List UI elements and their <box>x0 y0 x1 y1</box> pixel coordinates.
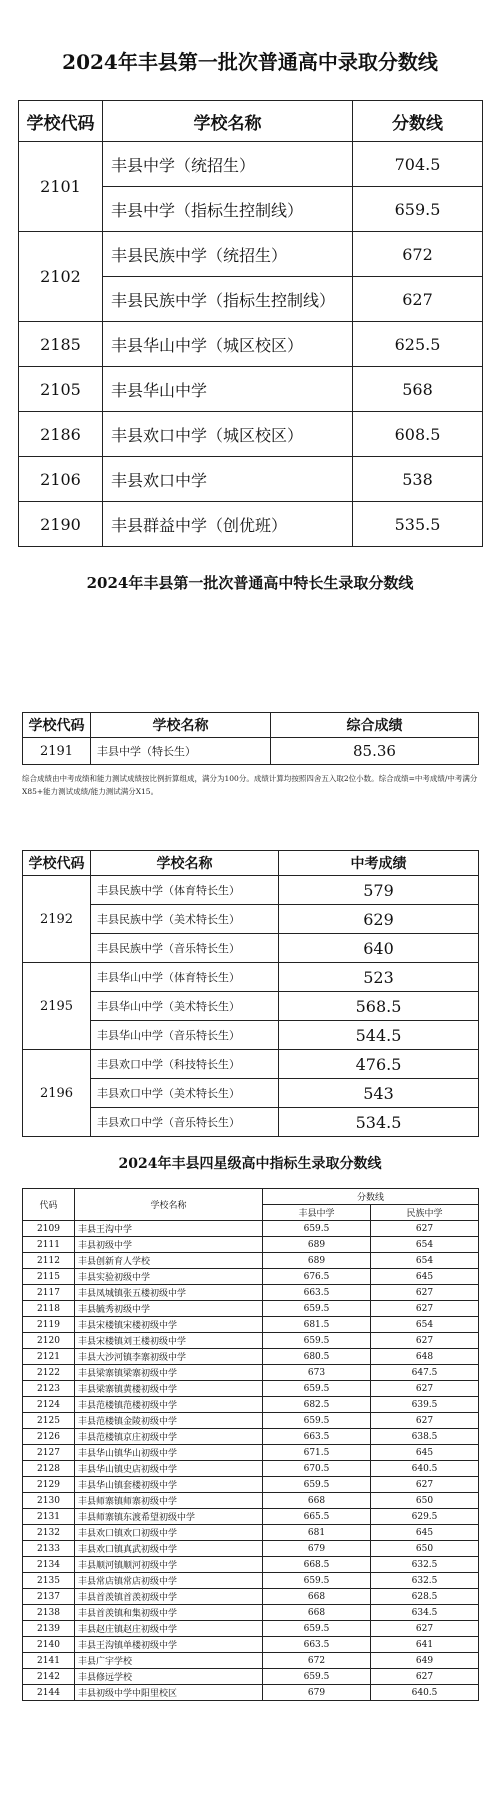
school-name: 丰县欢口中学 <box>103 457 353 502</box>
school-code: 2125 <box>23 1413 75 1429</box>
table-row <box>23 1541 479 1557</box>
score-value: 535.5 <box>353 502 483 547</box>
score-value: 629 <box>279 905 479 934</box>
school-code: 2129 <box>23 1477 75 1493</box>
score-fengxian: 659.5 <box>263 1573 371 1589</box>
header-code: 学校代码 <box>23 713 91 738</box>
table-row <box>19 412 483 457</box>
score-value: 625.5 <box>353 322 483 367</box>
school-name: 丰县华山中学（音乐特长生） <box>91 1021 279 1050</box>
score-value: 659.5 <box>353 187 483 232</box>
table-row <box>23 1509 479 1525</box>
score-minzu: 627 <box>371 1221 479 1237</box>
score-value: 476.5 <box>279 1050 479 1079</box>
school-name: 丰县欢口中学（音乐特长生） <box>91 1108 279 1137</box>
school-name: 丰县修远学校 <box>75 1669 263 1685</box>
table-header-row <box>23 713 479 738</box>
table-row <box>23 1021 479 1050</box>
score-value: 568 <box>353 367 483 412</box>
school-code: 2128 <box>23 1461 75 1477</box>
section1-table <box>18 100 483 547</box>
table-row <box>19 232 483 277</box>
table-row <box>19 322 483 367</box>
table-header-row <box>23 1189 479 1205</box>
header-code: 学校代码 <box>19 101 103 142</box>
table-row <box>23 1365 479 1381</box>
school-name: 丰县梁寨镇黄楼初级中学 <box>75 1381 263 1397</box>
score-value: 85.36 <box>271 738 479 765</box>
score-value: 672 <box>353 232 483 277</box>
school-name: 丰县师寨镇师寨初级中学 <box>75 1493 263 1509</box>
header-name: 学校名称 <box>103 101 353 142</box>
school-code: 2109 <box>23 1221 75 1237</box>
score-value: 534.5 <box>279 1108 479 1137</box>
header-col-b: 民族中学 <box>371 1205 479 1221</box>
school-name: 丰县中学（统招生） <box>103 142 353 187</box>
table-row <box>23 1573 479 1589</box>
school-name: 丰县毓秀初级中学 <box>75 1301 263 1317</box>
table-row <box>23 1685 479 1701</box>
school-code: 2120 <box>23 1333 75 1349</box>
school-code: 2192 <box>23 876 91 963</box>
score-fengxian: 659.5 <box>263 1413 371 1429</box>
school-name: 丰县欢口中学（美术特长生） <box>91 1079 279 1108</box>
score-fengxian: 672 <box>263 1653 371 1669</box>
table-row <box>19 367 483 412</box>
school-code: 2132 <box>23 1525 75 1541</box>
score-minzu: 627 <box>371 1301 479 1317</box>
table-row <box>23 1221 479 1237</box>
school-code: 2101 <box>19 142 103 232</box>
score-minzu: 632.5 <box>371 1573 479 1589</box>
score-fengxian: 663.5 <box>263 1285 371 1301</box>
school-name: 丰县欢口镇欢口初级中学 <box>75 1525 263 1541</box>
score-minzu: 654 <box>371 1237 479 1253</box>
school-name: 丰县华山镇套楼初级中学 <box>75 1477 263 1493</box>
school-name: 丰县王沟镇单楼初级中学 <box>75 1637 263 1653</box>
score-fengxian: 659.5 <box>263 1381 371 1397</box>
school-code: 2140 <box>23 1637 75 1653</box>
score-minzu: 654 <box>371 1253 479 1269</box>
school-name: 丰县华山中学（城区校区） <box>103 322 353 367</box>
score-minzu: 627 <box>371 1333 479 1349</box>
score-value: 568.5 <box>279 992 479 1021</box>
school-name: 丰县范楼镇京庄初级中学 <box>75 1429 263 1445</box>
score-value: 640 <box>279 934 479 963</box>
table-row <box>23 1050 479 1079</box>
school-name: 丰县民族中学（体育特长生） <box>91 876 279 905</box>
table-row <box>23 738 479 765</box>
score-minzu: 632.5 <box>371 1557 479 1573</box>
school-code: 2191 <box>23 738 91 765</box>
school-code: 2133 <box>23 1541 75 1557</box>
school-code: 2135 <box>23 1573 75 1589</box>
table-row <box>19 142 483 187</box>
table-row <box>23 1285 479 1301</box>
school-code: 2134 <box>23 1557 75 1573</box>
school-name: 丰县群益中学（创优班） <box>103 502 353 547</box>
school-code: 2124 <box>23 1397 75 1413</box>
school-name: 丰县首羡镇和集初级中学 <box>75 1605 263 1621</box>
table-row <box>23 1653 479 1669</box>
school-name: 丰县创新育人学校 <box>75 1253 263 1269</box>
school-name: 丰县宋楼镇刘王楼初级中学 <box>75 1333 263 1349</box>
school-name: 丰县实验初级中学 <box>75 1269 263 1285</box>
score-fengxian: 663.5 <box>263 1429 371 1445</box>
score-fengxian: 681.5 <box>263 1317 371 1333</box>
score-fengxian: 682.5 <box>263 1397 371 1413</box>
table-row <box>23 1637 479 1653</box>
school-name: 丰县范楼镇范楼初级中学 <box>75 1397 263 1413</box>
score-minzu: 647.5 <box>371 1365 479 1381</box>
score-minzu: 634.5 <box>371 1605 479 1621</box>
score-fengxian: 659.5 <box>263 1669 371 1685</box>
section4-title: 2024年丰县四星级高中指标生录取分数线 <box>118 1156 382 1172</box>
school-code: 2142 <box>23 1669 75 1685</box>
school-name: 丰县范楼镇金陵初级中学 <box>75 1413 263 1429</box>
table-row <box>23 905 479 934</box>
score-minzu: 627 <box>371 1381 479 1397</box>
school-code: 2121 <box>23 1349 75 1365</box>
table-row <box>23 1493 479 1509</box>
school-code: 2106 <box>19 457 103 502</box>
school-code: 2117 <box>23 1285 75 1301</box>
score-minzu: 627 <box>371 1477 479 1493</box>
score-minzu: 638.5 <box>371 1429 479 1445</box>
header-score: 综合成绩 <box>271 713 479 738</box>
table-row <box>23 1381 479 1397</box>
score-value: 523 <box>279 963 479 992</box>
table-row <box>23 1317 479 1333</box>
table-row <box>23 1301 479 1317</box>
table-row <box>23 1253 479 1269</box>
school-name: 丰县梁寨镇梁寨初级中学 <box>75 1365 263 1381</box>
score-fengxian: 689 <box>263 1237 371 1253</box>
table-row <box>23 1397 479 1413</box>
school-code: 2137 <box>23 1589 75 1605</box>
header-col-a: 丰县中学 <box>263 1205 371 1221</box>
score-value: 608.5 <box>353 412 483 457</box>
header-score-group: 分数线 <box>263 1189 479 1205</box>
school-name: 丰县中学（特长生） <box>91 738 271 765</box>
school-name: 丰县华山镇华山初级中学 <box>75 1445 263 1461</box>
score-value: 544.5 <box>279 1021 479 1050</box>
school-name: 丰县民族中学（美术特长生） <box>91 905 279 934</box>
school-code: 2115 <box>23 1269 75 1285</box>
school-name: 丰县民族中学（统招生） <box>103 232 353 277</box>
score-minzu: 640.5 <box>371 1461 479 1477</box>
score-minzu: 645 <box>371 1269 479 1285</box>
table-row <box>23 1445 479 1461</box>
score-fengxian: 679 <box>263 1541 371 1557</box>
school-code: 2111 <box>23 1237 75 1253</box>
school-code: 2195 <box>23 963 91 1050</box>
school-code: 2186 <box>19 412 103 457</box>
school-code: 2112 <box>23 1253 75 1269</box>
score-fengxian: 659.5 <box>263 1477 371 1493</box>
school-name: 丰县华山中学（美术特长生） <box>91 992 279 1021</box>
table-row <box>23 1477 479 1493</box>
score-value: 543 <box>279 1079 479 1108</box>
score-minzu: 639.5 <box>371 1397 479 1413</box>
header-code: 学校代码 <box>23 851 91 876</box>
score-minzu: 629.5 <box>371 1509 479 1525</box>
school-name: 丰县凤城镇张五楼初级中学 <box>75 1285 263 1301</box>
header-name: 学校名称 <box>91 851 279 876</box>
score-minzu: 645 <box>371 1445 479 1461</box>
table-row <box>23 1605 479 1621</box>
score-fengxian: 668 <box>263 1493 371 1509</box>
table-row <box>23 1429 479 1445</box>
score-fengxian: 668 <box>263 1589 371 1605</box>
table-row <box>23 1237 479 1253</box>
section3-table <box>22 850 479 1137</box>
section2-table <box>22 712 479 765</box>
score-fengxian: 679 <box>263 1685 371 1701</box>
table-row <box>23 1079 479 1108</box>
school-name: 丰县大沙河镇李寨初级中学 <box>75 1349 263 1365</box>
table-row <box>23 1525 479 1541</box>
score-minzu: 627 <box>371 1413 479 1429</box>
school-code: 2118 <box>23 1301 75 1317</box>
school-name: 丰县宋楼镇宋楼初级中学 <box>75 1317 263 1333</box>
table-row <box>23 1557 479 1573</box>
school-name: 丰县华山中学 <box>103 367 353 412</box>
score-fengxian: 659.5 <box>263 1333 371 1349</box>
school-name: 丰县初级中学中阳里校区 <box>75 1685 263 1701</box>
school-code: 2127 <box>23 1445 75 1461</box>
score-fengxian: 681 <box>263 1525 371 1541</box>
school-code: 2131 <box>23 1509 75 1525</box>
school-name: 丰县民族中学（音乐特长生） <box>91 934 279 963</box>
score-fengxian: 665.5 <box>263 1509 371 1525</box>
score-minzu: 627 <box>371 1669 479 1685</box>
header-score: 分数线 <box>353 101 483 142</box>
school-name: 丰县欢口镇真武初级中学 <box>75 1541 263 1557</box>
school-name: 丰县欢口中学（城区校区） <box>103 412 353 457</box>
table-row <box>23 1349 479 1365</box>
score-fengxian: 668.5 <box>263 1557 371 1573</box>
score-value: 627 <box>353 277 483 322</box>
score-fengxian: 680.5 <box>263 1349 371 1365</box>
header-code: 代码 <box>23 1189 75 1221</box>
score-minzu: 641 <box>371 1637 479 1653</box>
school-code: 2196 <box>23 1050 91 1137</box>
school-name: 丰县师寨镇东渡希望初级中学 <box>75 1509 263 1525</box>
score-fengxian: 663.5 <box>263 1637 371 1653</box>
table-row <box>23 934 479 963</box>
score-minzu: 650 <box>371 1493 479 1509</box>
school-name: 丰县赵庄镇赵庄初级中学 <box>75 1621 263 1637</box>
school-code: 2119 <box>23 1317 75 1333</box>
score-fengxian: 670.5 <box>263 1461 371 1477</box>
score-minzu: 649 <box>371 1653 479 1669</box>
school-name: 丰县华山中学（体育特长生） <box>91 963 279 992</box>
school-name: 丰县顺河镇顺河初级中学 <box>75 1557 263 1573</box>
table-row <box>23 1108 479 1137</box>
school-name: 丰县初级中学 <box>75 1237 263 1253</box>
score-minzu: 650 <box>371 1541 479 1557</box>
table-row <box>23 1269 479 1285</box>
school-name: 丰县民族中学（指标生控制线） <box>103 277 353 322</box>
score-fengxian: 659.5 <box>263 1301 371 1317</box>
header-name: 学校名称 <box>91 713 271 738</box>
school-code: 2190 <box>19 502 103 547</box>
school-code: 2130 <box>23 1493 75 1509</box>
school-name: 丰县广宇学校 <box>75 1653 263 1669</box>
school-code: 2144 <box>23 1685 75 1701</box>
score-minzu: 628.5 <box>371 1589 479 1605</box>
table-row <box>23 963 479 992</box>
table-row <box>23 1589 479 1605</box>
score-minzu: 648 <box>371 1349 479 1365</box>
school-name: 丰县中学（指标生控制线） <box>103 187 353 232</box>
school-code: 2139 <box>23 1621 75 1637</box>
score-minzu: 627 <box>371 1285 479 1301</box>
section4-table <box>22 1188 479 1701</box>
score-fengxian: 659.5 <box>263 1221 371 1237</box>
school-name: 丰县王沟中学 <box>75 1221 263 1237</box>
school-name: 丰县欢口中学（科技特长生） <box>91 1050 279 1079</box>
school-code: 2185 <box>19 322 103 367</box>
score-value: 579 <box>279 876 479 905</box>
score-fengxian: 659.5 <box>263 1621 371 1637</box>
school-code: 2141 <box>23 1653 75 1669</box>
section2-title: 2024年丰县第一批次普通高中特长生录取分数线 <box>86 574 414 592</box>
score-fengxian: 671.5 <box>263 1445 371 1461</box>
score-fengxian: 668 <box>263 1605 371 1621</box>
table-row <box>23 1669 479 1685</box>
score-minzu: 640.5 <box>371 1685 479 1701</box>
header-score: 中考成绩 <box>279 851 479 876</box>
table-header-row <box>23 851 479 876</box>
score-value: 704.5 <box>353 142 483 187</box>
table-row <box>19 457 483 502</box>
table-row <box>23 1461 479 1477</box>
score-value: 538 <box>353 457 483 502</box>
school-code: 2105 <box>19 367 103 412</box>
table-row <box>23 1413 479 1429</box>
school-name: 丰县华山镇史店初级中学 <box>75 1461 263 1477</box>
score-minzu: 654 <box>371 1317 479 1333</box>
table-row <box>23 992 479 1021</box>
score-minzu: 627 <box>371 1621 479 1637</box>
table-header-row <box>19 101 483 142</box>
header-name: 学校名称 <box>75 1189 263 1221</box>
table-row <box>23 1621 479 1637</box>
school-code: 2122 <box>23 1365 75 1381</box>
school-name: 丰县首羡镇首羡初级中学 <box>75 1589 263 1605</box>
school-code: 2123 <box>23 1381 75 1397</box>
score-fengxian: 676.5 <box>263 1269 371 1285</box>
score-fengxian: 689 <box>263 1253 371 1269</box>
school-name: 丰县常店镇常店初级中学 <box>75 1573 263 1589</box>
school-code: 2138 <box>23 1605 75 1621</box>
school-code: 2126 <box>23 1429 75 1445</box>
score-fengxian: 673 <box>263 1365 371 1381</box>
section1-title: 2024年丰县第一批次普通高中录取分数线 <box>62 50 438 74</box>
table-row <box>23 1333 479 1349</box>
table-row <box>23 876 479 905</box>
section2-note: 综合成绩由中考成绩和能力测试成绩按比例折算组成，满分为100分。成绩计算均按照四舍五入取2位小数。综合成绩=中考成绩/中考满分X85+能力测试成绩/能力测试满分X15。 <box>22 774 478 796</box>
score-minzu: 645 <box>371 1525 479 1541</box>
table-row <box>19 502 483 547</box>
school-code: 2102 <box>19 232 103 322</box>
